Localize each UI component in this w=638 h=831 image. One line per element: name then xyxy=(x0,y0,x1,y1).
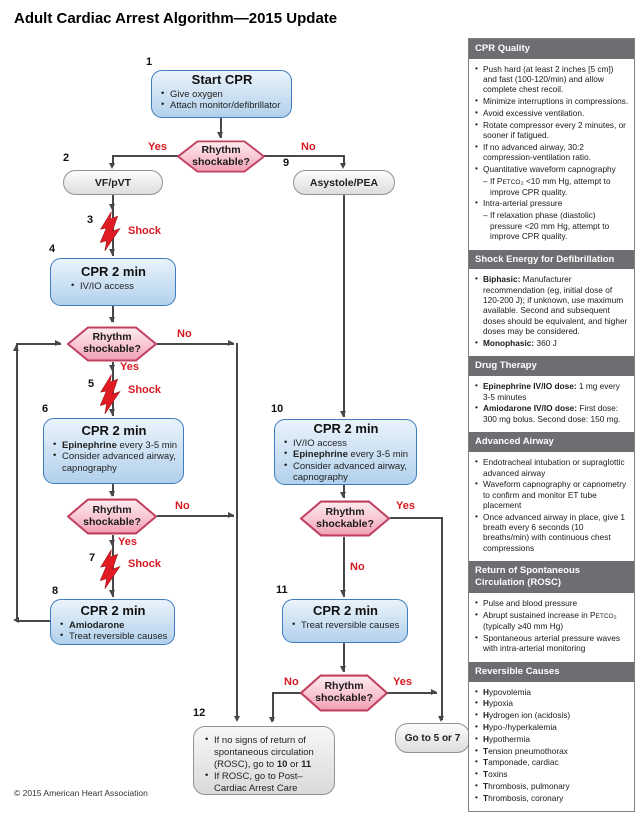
list-item: • Treat reversible causes xyxy=(292,620,404,631)
node-title: CPR 2 min xyxy=(81,423,147,438)
branch-label-yes: Yes xyxy=(396,500,415,512)
node-title: Start CPR xyxy=(191,72,253,87)
list-item: • Rotate compressor every 2 minutes, or sooner if fatigued. xyxy=(475,120,629,141)
node-goto-5-or-7 xyxy=(395,723,470,753)
node-title: CPR 2 min xyxy=(80,264,146,279)
node-cpr-2min-4 xyxy=(50,258,176,306)
step-number-12: 12 xyxy=(193,707,206,719)
arrowhead xyxy=(340,666,346,672)
decision-label: Rhythm shockable? xyxy=(83,331,141,355)
section-header: Reversible Causes xyxy=(469,662,634,682)
shock-label: Shock xyxy=(128,225,162,237)
branch-label-no: No xyxy=(284,676,299,688)
step-number-8: 8 xyxy=(52,585,59,597)
sidebar-section-rosc xyxy=(469,561,634,661)
list-item: • Endotracheal intubation or supraglottic advanced airway xyxy=(475,457,629,478)
step-number-11: 11 xyxy=(276,584,288,596)
branch-label-no: No xyxy=(350,561,365,573)
arrowhead xyxy=(340,590,346,596)
connector-line xyxy=(16,343,18,622)
connector-line xyxy=(112,155,178,157)
list-item: • Amiodarone xyxy=(60,620,171,631)
node-bullet-list xyxy=(55,620,171,643)
node-cpr-2min-8 xyxy=(50,599,175,645)
list-item: • Attach monitor/defibrillator xyxy=(161,100,288,111)
connector-line xyxy=(387,692,437,694)
list-item: • Toxins xyxy=(475,769,629,779)
reference-sidebar xyxy=(468,38,635,812)
list-item: • Hypovolemia xyxy=(475,687,629,697)
node-asystole-pea xyxy=(293,170,395,195)
connector-line xyxy=(17,620,50,622)
arrowhead xyxy=(109,590,115,596)
node-cpr-2min-6 xyxy=(43,418,184,484)
node-title: CPR 2 min xyxy=(80,603,146,618)
connector-line xyxy=(343,537,345,597)
list-item: • Abrupt sustained increase in PETCO₂ (typically ≥40 mm Hg) xyxy=(475,610,629,631)
decision-rhythm-shockable-2 xyxy=(67,326,157,362)
list-item: • Epinephrine IV/IO dose: 1 mg every 3-5 minutes xyxy=(475,381,629,402)
list-item: • Tamponade, cardiac xyxy=(475,757,629,767)
list-item: • Epinephrine every 3-5 min xyxy=(284,449,413,460)
arrowhead xyxy=(217,132,223,138)
list-item: • Monophasic: 360 J xyxy=(475,338,629,348)
step-number-4: 4 xyxy=(49,243,56,255)
node-start-cpr xyxy=(151,70,292,118)
connector-line xyxy=(157,343,234,345)
arrowhead xyxy=(431,689,437,695)
sidebar-section-shock-energy xyxy=(469,250,634,357)
arrowhead xyxy=(109,163,115,169)
list-item: • IV/IO access xyxy=(284,438,413,449)
decision-label: Rhythm shockable? xyxy=(316,505,374,530)
branch-label-yes: Yes xyxy=(118,536,137,548)
shock-bolt-icon xyxy=(97,548,124,590)
arrowhead xyxy=(340,492,346,498)
node-label: Asystole/PEA xyxy=(309,176,379,189)
list-item: – If PETCO₂ <10 mm Hg, attempt to improve CPR quality. xyxy=(475,176,629,197)
arrowhead xyxy=(438,716,444,722)
arrowhead xyxy=(228,512,234,518)
step-number-3: 3 xyxy=(87,214,94,226)
branch-label-yes: Yes xyxy=(120,361,139,373)
list-item: • Thrombosis, coronary xyxy=(475,793,629,803)
connector-line xyxy=(236,343,238,719)
section-bullet-list xyxy=(475,457,629,553)
list-item: • Hypo-/hyperkalemia xyxy=(475,722,629,732)
step-number-6: 6 xyxy=(42,403,49,415)
section-header: Return of Spontaneous Circulation (ROSC) xyxy=(469,561,634,593)
node-rosc-check xyxy=(193,726,335,795)
connector-line xyxy=(157,515,234,517)
list-item: • If no advanced airway, 30:2 compression-ventilation ratio. xyxy=(475,142,629,163)
list-item: • If no signs of return of spontaneous circulation (ROSC), go to 10 or 11 xyxy=(205,735,330,771)
section-bullet-list xyxy=(475,381,629,424)
step-number-1: 1 xyxy=(146,56,153,68)
list-item: • If ROSC, go to Post–Cardiac Arrest Care xyxy=(205,771,330,795)
branch-label-no: No xyxy=(301,141,316,153)
node-bullet-list xyxy=(279,438,413,484)
section-header: Shock Energy for Defibrillation xyxy=(469,250,634,270)
list-item: • Consider advanced airway, capnography xyxy=(53,451,180,474)
decision-label: Rhythm shockable? xyxy=(315,680,373,704)
decision-rhythm-shockable-1 xyxy=(177,140,265,173)
arrowhead xyxy=(109,365,115,371)
shock-bolt-icon xyxy=(97,373,124,415)
list-item: • IV/IO access xyxy=(71,281,172,292)
node-cpr-2min-10 xyxy=(274,419,417,485)
arrowhead xyxy=(269,717,275,723)
node-bullet-list xyxy=(200,735,330,794)
node-vf-pvt xyxy=(63,170,163,195)
shock-label: Shock xyxy=(128,558,162,570)
connector-line xyxy=(343,195,345,417)
list-item: • Give oxygen xyxy=(161,89,288,100)
connector-line xyxy=(264,155,345,157)
list-item: • Pulse and blood pressure xyxy=(475,598,629,608)
arrowhead xyxy=(109,204,115,210)
step-number-7: 7 xyxy=(89,552,96,564)
list-item: • Hypothermia xyxy=(475,734,629,744)
arrowhead xyxy=(109,491,115,497)
branch-label-no: No xyxy=(175,500,190,512)
list-item: • Treat reversible causes xyxy=(60,631,171,642)
arrowhead xyxy=(55,340,61,346)
shock-bolt-icon xyxy=(97,210,124,252)
copyright-notice: © 2015 American Heart Association xyxy=(14,788,148,798)
list-item: • Push hard (at least 2 inches [5 cm]) and fast (100-120/min) and allow complete chest recoil. xyxy=(475,64,629,95)
node-bullet-list xyxy=(156,89,288,112)
list-item: • Waveform capnography or capnometry to confirm and monitor ET tube placement xyxy=(475,479,629,510)
section-header: Advanced Airway xyxy=(469,432,634,452)
sidebar-section-drug-therapy xyxy=(469,356,634,432)
sidebar-section-advanced-airway xyxy=(469,432,634,561)
node-label: Go to 5 or 7 xyxy=(404,732,461,744)
sidebar-section-cpr-quality xyxy=(469,39,634,250)
list-item: • Spontaneous arterial pressure waves with intra-arterial monitoring xyxy=(475,633,629,654)
decision-label: Rhythm shockable? xyxy=(192,143,250,168)
list-item: • Tension pneumothorax xyxy=(475,746,629,756)
sidebar-section-reversible-causes xyxy=(469,662,634,812)
shock-label: Shock xyxy=(128,384,162,396)
arrowhead xyxy=(234,716,240,722)
decision-rhythm-shockable-5 xyxy=(300,674,388,712)
list-item: • Hypoxia xyxy=(475,698,629,708)
list-item: • Thrombosis, pulmonary xyxy=(475,781,629,791)
list-item: • Hydrogen ion (acidosis) xyxy=(475,710,629,720)
list-item: • Consider advanced airway, capnography xyxy=(284,461,413,484)
section-bullet-list xyxy=(475,687,629,803)
branch-label-yes: Yes xyxy=(148,141,167,153)
section-bullet-list xyxy=(475,64,629,241)
list-item: • Biphasic: Manufacturer recommendation (eg, initial dose of 120-200 J); if unknown, use maximum available. Second and subsequent doses should be equivalent, and higher doses may be considered. xyxy=(475,274,629,336)
list-item: • Avoid excessive ventilation. xyxy=(475,108,629,118)
list-item: • Amiodarone IV/IO dose: First dose: 300 mg bolus. Second dose: 150 mg. xyxy=(475,403,629,424)
step-number-10: 10 xyxy=(271,403,284,415)
decision-rhythm-shockable-4 xyxy=(300,500,390,537)
list-item: • Minimize interruptions in compressions. xyxy=(475,96,629,106)
list-item: – If relaxation phase (diastolic) pressure <20 mm Hg, attempt to improve CPR quality. xyxy=(475,210,629,241)
branch-label-yes: Yes xyxy=(393,676,412,688)
arrowhead xyxy=(13,345,19,351)
node-bullet-list xyxy=(287,620,404,631)
connector-line xyxy=(272,692,301,694)
list-item: • Quantitative waveform capnography xyxy=(475,164,629,174)
list-item: • Once advanced airway in place, give 1 breath every 6 seconds (10 breaths/min) with continuous chest compressions xyxy=(475,512,629,553)
node-bullet-list xyxy=(55,281,172,292)
branch-label-no: No xyxy=(177,328,192,340)
node-title: CPR 2 min xyxy=(312,603,378,618)
list-item: • Intra-arterial pressure xyxy=(475,198,629,208)
step-number-9: 9 xyxy=(283,157,290,169)
arrowhead xyxy=(109,317,115,323)
node-title: CPR 2 min xyxy=(313,421,379,436)
section-header: Drug Therapy xyxy=(469,356,634,376)
step-number-5: 5 xyxy=(88,378,95,390)
arrowhead xyxy=(340,163,346,169)
section-bullet-list xyxy=(475,598,629,653)
section-bullet-list xyxy=(475,274,629,347)
list-item: • Epinephrine every 3-5 min xyxy=(53,440,180,451)
connector-line xyxy=(441,517,443,720)
section-header: CPR Quality xyxy=(469,39,634,59)
node-cpr-2min-11 xyxy=(282,599,408,643)
node-label: VF/pVT xyxy=(94,176,132,189)
arrowhead xyxy=(228,340,234,346)
node-bullet-list xyxy=(48,440,180,474)
decision-label: Rhythm shockable? xyxy=(83,503,141,528)
decision-rhythm-shockable-3 xyxy=(67,498,157,535)
page-title: Adult Cardiac Arrest Algorithm—2015 Update xyxy=(14,10,338,27)
step-number-2: 2 xyxy=(63,152,70,164)
arrowhead xyxy=(340,411,346,417)
arrowhead xyxy=(109,540,115,546)
connector-line xyxy=(390,517,443,519)
